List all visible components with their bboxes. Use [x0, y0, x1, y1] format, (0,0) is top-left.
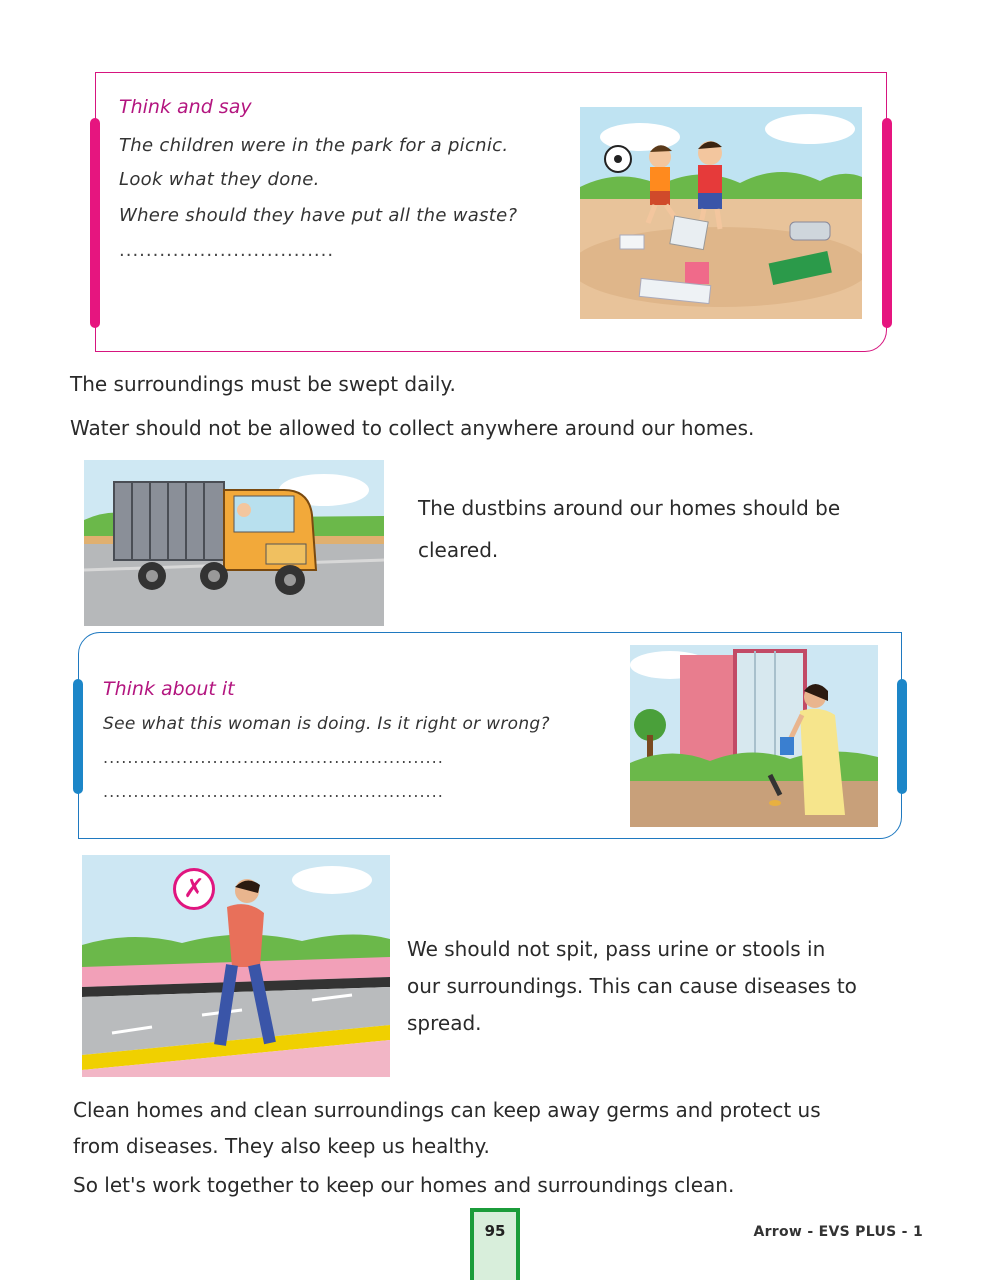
dustbins-text-line1: The dustbins around our homes should be — [418, 496, 841, 520]
think-and-say-heading: Think and say — [119, 96, 252, 118]
dustbins-text-line2: cleared. — [418, 538, 499, 562]
think-and-say-line: Where should they have put all the waste? — [119, 205, 518, 226]
think-about-it-question: See what this woman is doing. Is it right or wrong? — [103, 714, 550, 734]
think-about-it-heading: Think about it — [103, 678, 235, 700]
think-and-say-line: Look what they done. — [119, 169, 320, 190]
woman-littering-illustration — [630, 645, 878, 827]
think-and-say-line: The children were in the park for a picnic. — [119, 135, 509, 156]
water-collect-text: Water should not be allowed to collect anywhere around our homes. — [70, 416, 755, 440]
page-number-tab — [470, 1208, 520, 1280]
box-right-accent — [882, 118, 892, 328]
spit-text-line1: We should not spit, pass urine or stools in — [407, 937, 826, 961]
page-number: 95 — [484, 1222, 506, 1240]
answer-line: ................................ — [119, 240, 335, 261]
box-right-accent — [897, 679, 907, 794]
swept-daily-text: The surroundings must be swept daily. — [70, 372, 456, 396]
closing-line2: from diseases. They also keep us healthy. — [73, 1134, 490, 1158]
garbage-truck-illustration — [84, 460, 384, 626]
box-left-accent — [73, 679, 83, 794]
wrong-mark-icon: ✗ — [173, 868, 215, 910]
spit-text-line3: spread. — [407, 1011, 482, 1035]
answer-line: ........................................................ — [103, 748, 444, 767]
box-left-accent — [90, 118, 100, 328]
answer-line: ........................................................ — [103, 782, 444, 801]
man-spitting-illustration — [82, 855, 390, 1077]
spit-text-line2: our surroundings. This can cause diseases to — [407, 974, 857, 998]
picnic-litter-illustration — [580, 107, 862, 319]
closing-line1: Clean homes and clean surroundings can keep away germs and protect us — [73, 1098, 821, 1122]
closing-line3: So let's work together to keep our homes and surroundings clean. — [73, 1173, 735, 1197]
book-title: Arrow - EVS PLUS - 1 — [753, 1224, 923, 1240]
